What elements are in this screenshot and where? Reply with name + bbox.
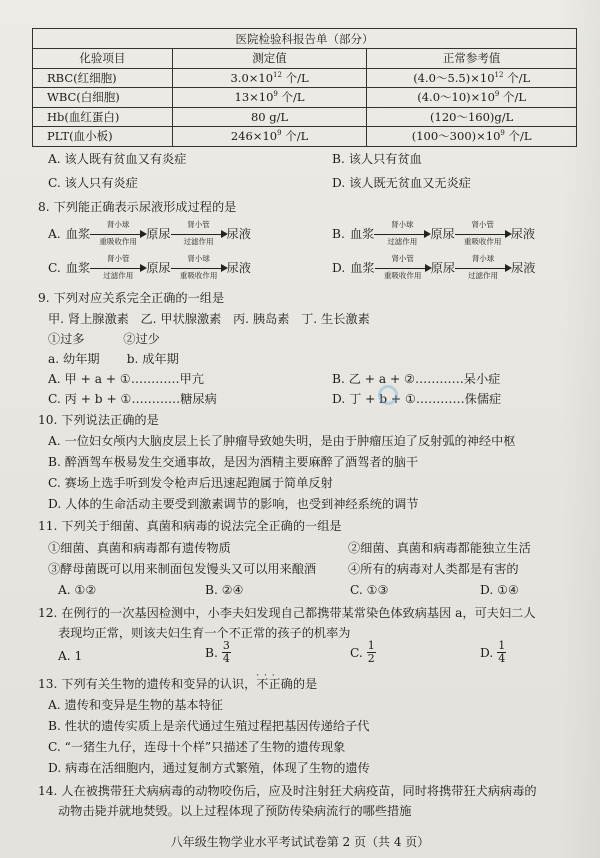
table-row: PLT(血小板) $246\times 10^9$ 个/L $(100\sim 300)\times 10^9$ 个/L: [33, 127, 577, 147]
q7-option-c[interactable]: C. 该人只有炎症: [48, 176, 138, 190]
table-row: Hb(血红蛋白) 80 g/L (120～160)g/L: [33, 107, 577, 127]
q7-option-d[interactable]: D. 该人既无贫血又无炎症: [332, 176, 471, 190]
q11-statement-3: ③酵母菌既可以用来制面包发馒头又可以用来酿酒: [48, 562, 317, 576]
q8-option-a[interactable]: A. 血浆 肾小球 重吸收作用 原尿 肾小管 过滤作用 尿液: [48, 219, 251, 246]
q11-option-b[interactable]: B. ②④: [205, 583, 244, 597]
q7-option-b[interactable]: B. 该人只有贫血: [332, 152, 422, 166]
emphasis-not-correct: 不正确 · · ·: [256, 677, 293, 691]
q13-option-a[interactable]: A. 遗传和变异是生物的基本特征: [48, 698, 223, 712]
q10-option-b[interactable]: B. 醉酒驾车极易发生交通事故，是因为酒精主要麻醉了酒驾者的脑干: [48, 455, 419, 469]
q13-option-c[interactable]: C. “一猪生九仔，连母十个样”只描述了生物的遗传现象: [48, 740, 346, 754]
paper-shadow: [560, 0, 600, 858]
table-title: 医院检验科报告单（部分）: [33, 29, 577, 49]
q9-period: a. 幼年期 b. 成年期: [48, 352, 179, 366]
q11-option-c[interactable]: C. ①③: [350, 583, 389, 597]
table-row: WBC(白细胞) $13\times 10^9$ 个/L $(4.0\sim 10)\times 10^9$ 个/L: [33, 88, 577, 108]
q11-option-a[interactable]: A. ①②: [58, 583, 97, 597]
q12-stem-2: 表现均正常，则该夫妇生育一个不正常的孩子的机率为: [58, 626, 351, 640]
q12-option-a[interactable]: A. 1: [58, 649, 83, 663]
q11-option-d[interactable]: D. ①④: [480, 583, 519, 597]
q8-option-d[interactable]: D. 血浆 肾小管 重吸收作用 原尿 肾小球 过滤作用 尿液: [332, 253, 536, 280]
header-value: 测定值: [172, 49, 367, 69]
q14-stem-1: 14. 人在被携带狂犬病病毒的动物咬伤后，应及时注射狂犬病疫苗，同时将携带狂犬病病毒的: [38, 784, 537, 798]
q9-option-d[interactable]: D. 丁 + b + ①…………侏儒症: [332, 392, 502, 406]
q12-option-b[interactable]: B. $\frac{3}{4}$: [205, 639, 230, 665]
q8-stem: 8. 下列能正确表示尿液形成过程的是: [38, 200, 237, 214]
watermark-logo: [378, 380, 488, 410]
q10-option-c[interactable]: C. 赛场上选手听到发令枪声后迅速起跑属于简单反射: [48, 476, 333, 490]
q10-stem: 10. 下列说法正确的是: [38, 413, 159, 427]
q13-option-b[interactable]: B. 性状的遗传实质上是亲代通过生殖过程把基因传递给子代: [48, 719, 370, 733]
q12-option-c[interactable]: C. $\frac{1}{2}$: [350, 639, 375, 665]
page-footer: 八年级生物学业水平考试试卷第 2 页（共 4 页）: [170, 835, 430, 849]
q11-statement-2: ②细菌、真菌和病毒都能独立生活: [348, 541, 531, 555]
watermark-circle-icon: [378, 385, 398, 405]
q11-statement-4: ④所有的病毒对人类都是有害的: [348, 562, 519, 576]
q7-option-a[interactable]: A. 该人既有贫血又有炎症: [48, 152, 187, 166]
q8-option-c[interactable]: C. 血浆 肾小管 过滤作用 原尿 肾小球 重吸收作用 尿液: [48, 253, 251, 280]
q12-option-d[interactable]: D. $\frac{1}{4}$: [480, 639, 506, 665]
q9-option-b[interactable]: B. 乙 + a + ②…………呆小症: [332, 372, 501, 386]
q9-stem: 9. 下列对应关系完全正确的一组是: [38, 291, 225, 305]
lab-report-table: [32, 28, 577, 147]
q10-option-d[interactable]: D. 人体的生命活动主要受到激素调节的影响，也受到神经系统的调节: [48, 497, 419, 511]
q11-stem: 11. 下列关于细菌、真菌和病毒的说法完全正确的一组是: [38, 519, 342, 533]
q9-option-c[interactable]: C. 丙 + b + ①…………糖尿病: [48, 392, 217, 406]
q13-option-d[interactable]: D. 病毒在活细胞内，通过复制方式繁殖，体现了生物的遗传: [48, 761, 370, 775]
table-row: RBC(红细胞) $3.0\times 10^{12}$ 个/L $(4.0\sim 5.5)\times 10^{12}$ 个/L: [33, 68, 577, 88]
fraction: $\frac{1}{4}$: [498, 639, 506, 665]
q9-option-a[interactable]: A. 甲 + a + ①…………甲亢: [48, 372, 204, 386]
header-reference: 正常参考值: [367, 49, 577, 69]
header-item: 化验项目: [33, 49, 173, 69]
q12-stem-1: 12. 在例行的一次基因检测中，小李夫妇发现自己都携带某常染色体致病基因 a，可夫妇二人: [38, 606, 536, 620]
q10-option-a[interactable]: A. 一位妇女颅内大脑皮层上长了肿瘤导致她失明，是由于肿瘤压迫了反射弧的神经中枢: [48, 434, 516, 448]
fraction: $\frac{1}{2}$: [367, 639, 375, 665]
fraction: $\frac{3}{4}$: [222, 639, 230, 665]
q8-option-b[interactable]: B. 血浆 肾小球 过滤作用 原尿 肾小管 重吸收作用 尿液: [332, 219, 536, 246]
q14-stem-2: 动物击毙并就地焚毁。以上过程体现了预防传染病流行的哪些措施: [58, 804, 412, 818]
q11-statement-1: ①细菌、真菌和病毒都有遗传物质: [48, 541, 231, 555]
q13-stem: 13. 下列有关生物的遗传和变异的认识，不正确 · · ·的是: [38, 676, 317, 692]
q9-amount: ①过多 ②过少: [48, 332, 160, 346]
q9-hormones: 甲. 肾上腺激素 乙. 甲状腺激素 丙. 胰岛素 丁. 生长激素: [48, 312, 370, 326]
